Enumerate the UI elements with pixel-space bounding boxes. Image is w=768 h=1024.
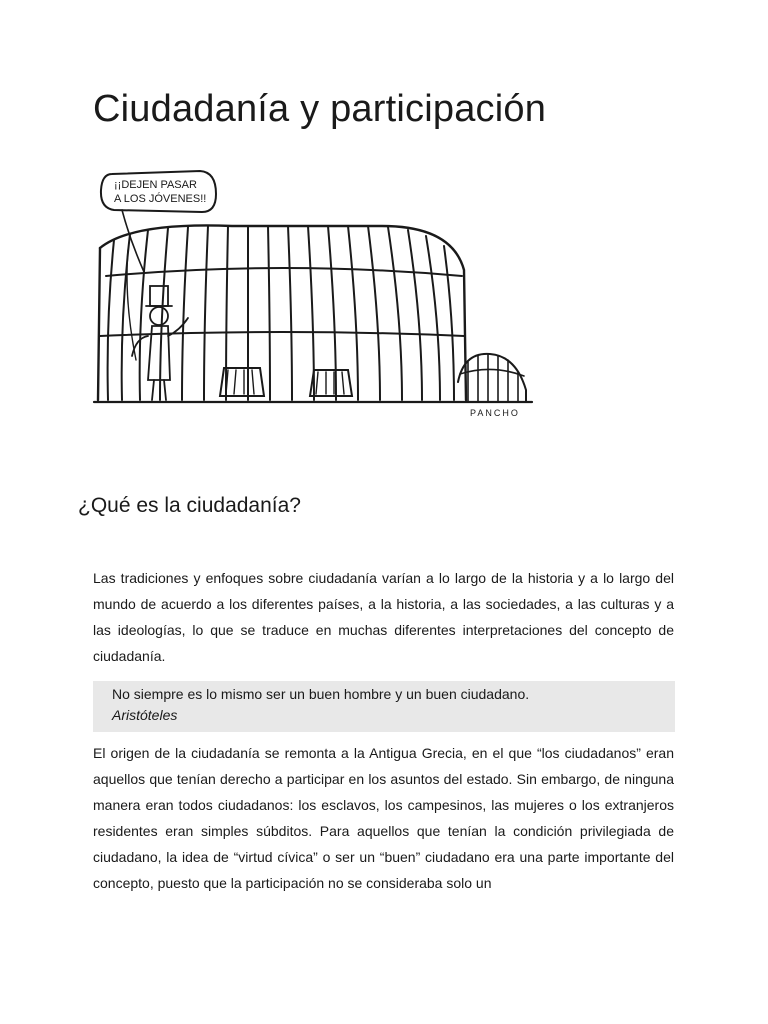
cage-ring-upper [106, 268, 462, 276]
paragraph-2: El origen de la ciudadanía se remonta a la Antigua Grecia, en el que “los ciudadanos” eran aquellos que tenían derecho a participar en los asuntos del estado. Sin embargo, de ninguna manera eran todos ciudadanos: los esclavos, los campesinos, las mujeres o los extranjeros residentes eran simples súbditos. Para aquellos que tenían la condición privilegiada de ciudadano, la idea de “virtud cívica” o ser un “buen” ciudadano era una parte importante del concepto, puesto que la participación no se consideraba solo un [93, 745, 674, 891]
artist-signature: PANCHO [470, 408, 520, 418]
quote-block [93, 681, 675, 732]
speech-bubble-tail [122, 210, 144, 272]
quote-author: Aristóteles [112, 707, 178, 723]
section-heading: ¿Qué es la ciudadanía? [78, 494, 301, 517]
cage-cartoon-illustration [92, 160, 536, 422]
quote-text: No siempre es lo mismo ser un buen hombre y un buen ciudadano. [112, 686, 530, 702]
speech-line-1: ¡¡DEJEN PASAR [114, 179, 197, 191]
page-title: Ciudadanía y participación [93, 88, 547, 130]
speech-line-2: A LOS JÓVENES!! [114, 193, 207, 205]
cage-bars [108, 226, 454, 400]
paragraph-1: Las tradiciones y enfoques sobre ciudadanía varían a lo largo de la historia y a lo largo del mundo de acuerdo a los diferentes países, a la historia, a las sociedades, a las culturas y a las ideologías, lo que se traduce en muchas diferentes interpretaciones del concepto de ciudadanía. [93, 570, 674, 664]
cage-ring-middle [100, 332, 464, 336]
speech-bubble [101, 171, 216, 212]
